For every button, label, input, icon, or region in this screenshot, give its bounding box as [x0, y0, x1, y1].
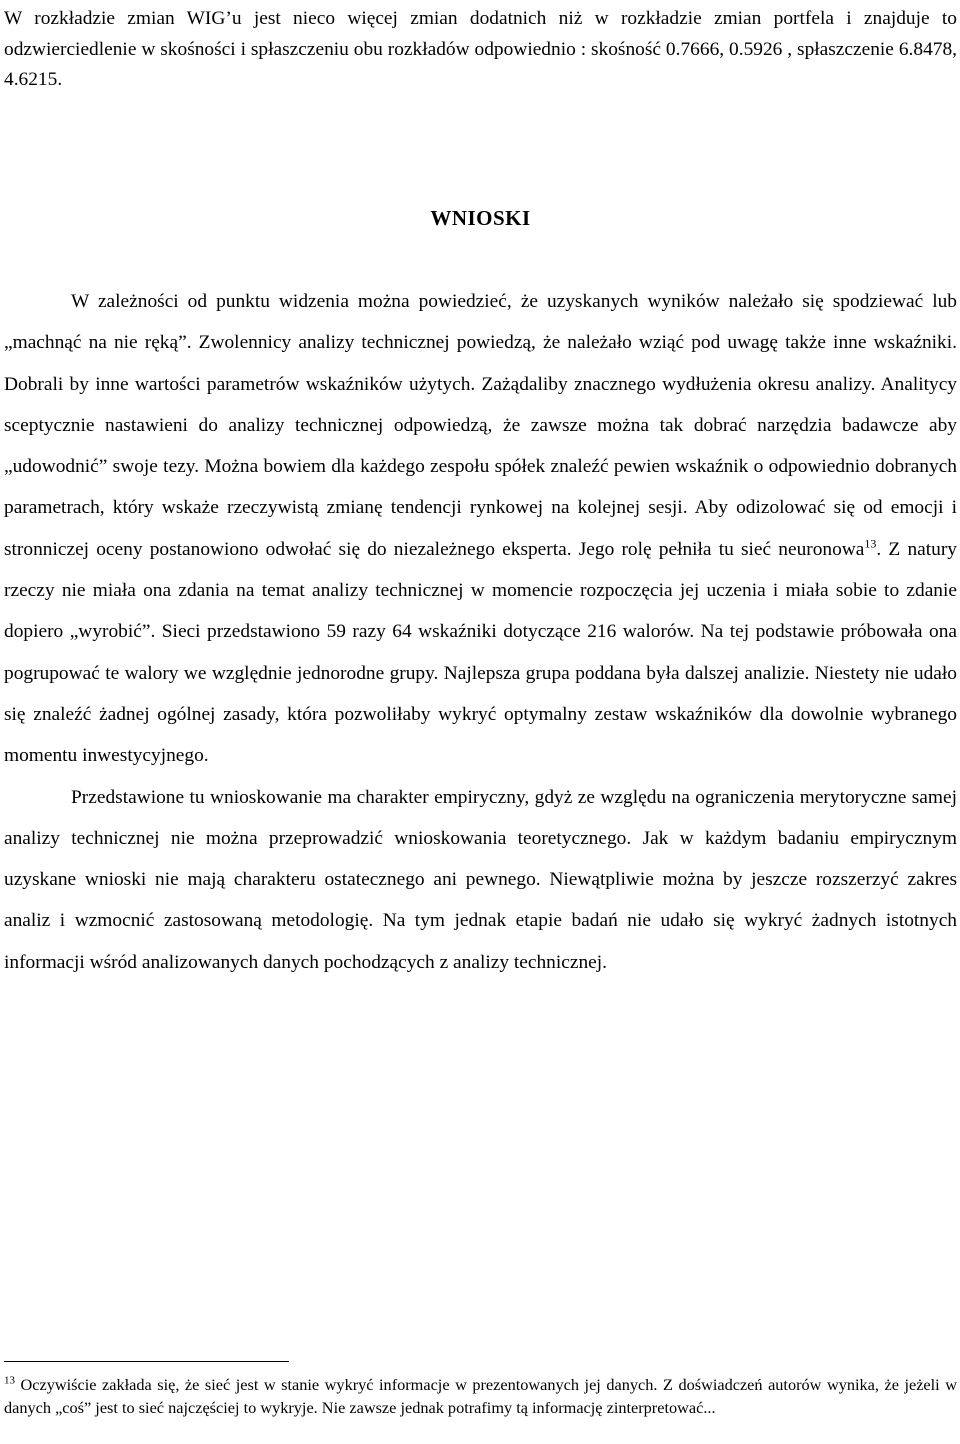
footnote-text: Oczywiście zakłada się, że sieć jest w stanie wykryć informacje w prezentowanych jej danych. Z doświadczeń autorów wynika, że jeżeli w danych „coś” jest to sieć najczęściej to wykryje. Nie zawsze jednak potrafimy tą informację zinterpretować... [4, 1375, 957, 1417]
intro-paragraph: W rozkładzie zmian WIG’u jest nieco więcej zmian dodatnich niż w rozkładzie zmian portfela i znajduje to odzwierciedlenie w skośności i spłaszczeniu obu rozkładów odpowiednio : skośność 0.7666, 0.5926 , spłaszczenie 6.8478, 4.6215. [4, 8, 957, 90]
conclusions-body [4, 281, 957, 983]
footnote [4, 1374, 957, 1419]
footnote-number: 13 [4, 1374, 15, 1387]
paragraph-2: Przedstawione tu wnioskowanie ma charakter empiryczny, gdyż ze względu na ograniczenia merytoryczne samej analizy technicznej nie można przeprowadzić wnioskowania teoretycznego. Jak w każdym badaniu empirycznym uzyskane wnioski nie mają charakteru ostatecznego ani pewnego. Niewątpliwie można by jeszcze rozszerzyć zakres analiz i wzmocnić zastosowaną metodologię. Na tym jednak etapie badań nie udało się wykryć żadnych istotnych informacji wśród analizowanych danych pochodzących z analizy technicznej. [4, 786, 957, 973]
paragraph-1-text-a: W zależności od punktu widzenia można powiedzieć, że uzyskanych wyników należało się spodziewać lub „machnąć na nie ręką”. Zwolennicy analizy technicznej powiedzą, że należało wziąć pod uwagę także inne wskaźniki. Dobrali by inne wartości parametrów wskaźników użytych. Zażądaliby znacznego wydłużenia okresu analizy. Analitycy sceptycznie nastawieni do analizy technicznej odpowiedzą, że zawsze można tak dobrać narzędzia badawcze aby „udowodnić” swoje tezy. Można bowiem dla każdego zespołu spółek znaleźć pewien wskaźnik o odpowiednio dobranych parametrach, który wskaże rzeczywistą zmianę tendencji rynkowej na kolejnej sesji. Aby odizolować się od emocji i stronniczej oceny postanowiono odwołać się do niezależnego eksperta. Jego rolę pełniła tu sieć neuronowa [4, 291, 957, 560]
paragraph-1-text-b: . Z natury rzeczy nie miała ona zdania na temat analizy technicznej w momencie rozpoczęcia jej uczenia i miała sobie to zdanie dopiero „wyrobić”. Sieci przedstawiono 59 razy 64 wskaźniki dotyczące 216 walorów. Na tej podstawie próbowała ona pogrupować te walory we względnie jednorodne grupy. Najlepsza grupa poddana była dalszej analizie. Niestety nie udało się znaleźć żadnej ogólnej zasady, która pozwoliłaby wykryć optymalny zestaw wskaźników dla dowolnie wybranego momentu inwestycyjnego. [4, 538, 957, 767]
footnote-separator [4, 1361, 289, 1362]
document-page [4, 0, 957, 1444]
footnote-reference[interactable]: 13 [864, 536, 877, 551]
paragraph-1 [4, 281, 957, 777]
section-heading: WNIOSKI [430, 206, 531, 230]
